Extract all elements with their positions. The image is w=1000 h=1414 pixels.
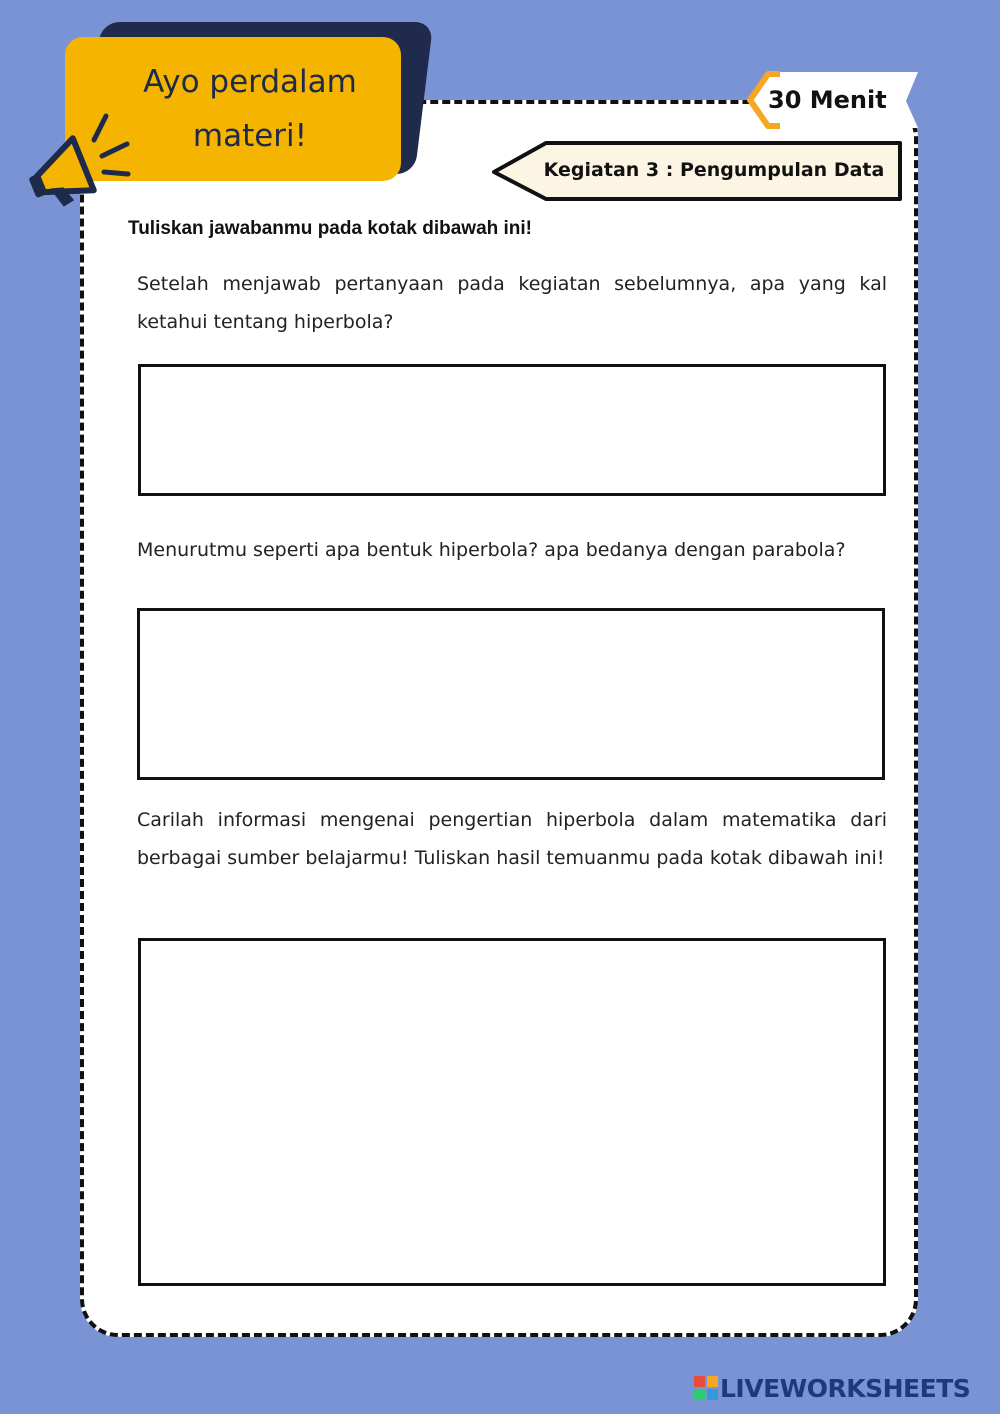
header-title-line2: materi! — [192, 118, 308, 154]
megaphone-icon — [24, 108, 134, 213]
answer-box-2[interactable] — [137, 608, 885, 780]
header-title — [95, 55, 405, 163]
answer-box-1[interactable] — [138, 364, 886, 496]
liveworksheets-logo[interactable] — [694, 1372, 994, 1408]
logo-text: LIVEWORKSHEETS — [720, 1374, 971, 1403]
timer-label: 30 Menit — [768, 86, 887, 114]
activity-label: Kegiatan 3 : Pengumpulan Data — [543, 159, 885, 181]
header-title-line1: Ayo perdalam — [143, 64, 357, 100]
question-3: Carilah informasi mengenai pengertian hiperbola dalam matematika dari berbagai sumber belajarmu! Tuliskan hasil temuanmu pada kotak dibawah ini! — [137, 809, 887, 869]
question-2: Menurutmu seperti apa bentuk hiperbola? apa bedanya dengan parabola? — [137, 539, 846, 561]
instruction-text: Tuliskan jawabanmu pada kotak dibawah ini! — [128, 218, 533, 239]
answer-box-3[interactable] — [138, 938, 886, 1286]
logo-blocks-icon — [694, 1376, 718, 1400]
question-1: Setelah menjawab pertanyaan pada kegiatan sebelumnya, apa yang kal ketahui tentang hiperbola? — [137, 273, 887, 333]
